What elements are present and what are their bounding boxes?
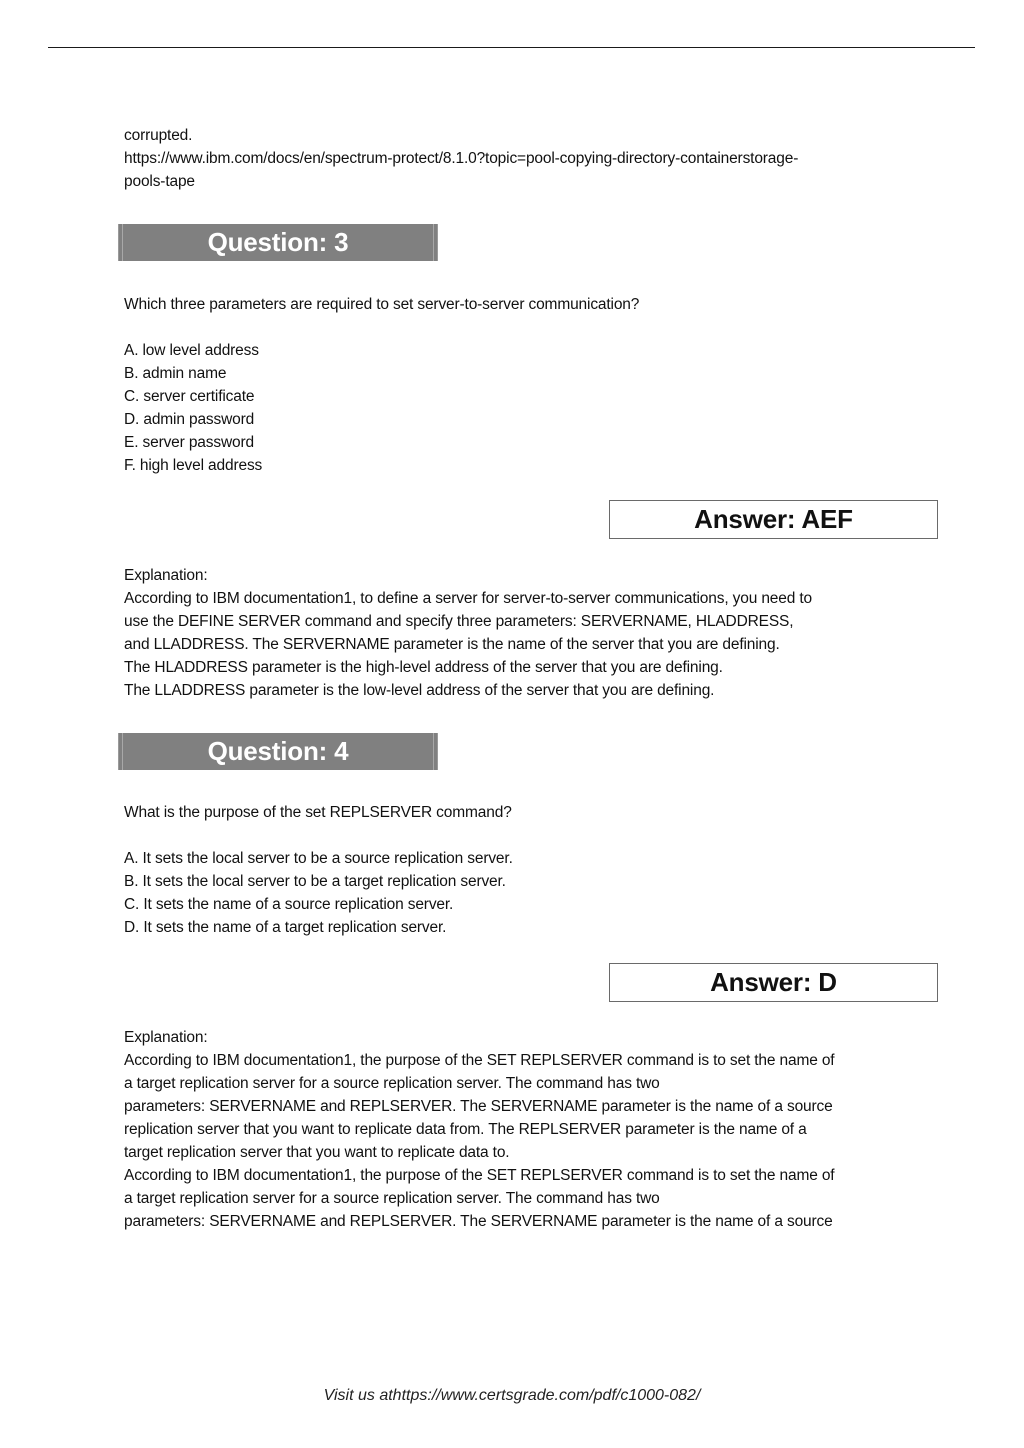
explanation-line: a target replication server for a source replication server. The command has two <box>124 1190 660 1207</box>
question-prompt: What is the purpose of the set REPLSERVER command? <box>124 804 512 821</box>
question-prompt: Which three parameters are required to set server-to-server communication? <box>124 296 640 313</box>
explanation-line: replication server that you want to replicate data from. The REPLSERVER parameter is the name of a <box>124 1121 807 1138</box>
explanation-line: and LLADDRESS. The SERVERNAME parameter is the name of the server that you are defining. <box>124 636 780 653</box>
question-4-options <box>124 847 934 939</box>
option-a: A. It sets the local server to be a source replication server. <box>124 850 513 867</box>
question-4-title: Question: 4 <box>207 736 349 766</box>
explanation-label: Explanation: <box>124 567 208 584</box>
question-4-explanation <box>124 1026 934 1233</box>
explanation-line: a target replication server for a source replication server. The command has two <box>124 1075 660 1092</box>
option-c: C. server certificate <box>124 388 255 405</box>
explanation-line: According to IBM documentation1, to define a server for server-to-server communications, you need to <box>124 590 813 607</box>
option-d: D. admin password <box>124 411 255 428</box>
explanation-line: The LLADDRESS parameter is the low-level address of the server that you are defining. <box>124 682 715 699</box>
question-3-title: Question: 3 <box>207 227 349 257</box>
option-c: C. It sets the name of a source replication server. <box>124 896 454 913</box>
footer-link[interactable]: Visit us athttps://www.certsgrade.com/pdf/c1000-082/ <box>323 1387 701 1404</box>
question-4-answer-box <box>609 963 938 1002</box>
option-e: E. server password <box>124 434 254 451</box>
option-f: F. high level address <box>124 457 263 474</box>
explanation-label: Explanation: <box>124 1029 208 1046</box>
question-3-prompt <box>124 293 934 316</box>
question-3-options <box>124 339 934 477</box>
question-4-answer: Answer: D <box>710 967 837 997</box>
intro-text <box>124 124 934 193</box>
option-d: D. It sets the name of a target replication server. <box>124 919 447 936</box>
question-3-answer: Answer: AEF <box>694 504 853 534</box>
question-4-banner <box>118 733 438 770</box>
explanation-line: According to IBM documentation1, the purpose of the SET REPLSERVER command is to set the name of <box>124 1167 835 1184</box>
explanation-line: target replication server that you want to replicate data to. <box>124 1144 510 1161</box>
question-4-prompt <box>124 801 934 824</box>
header-rule <box>48 47 975 48</box>
explanation-line: According to IBM documentation1, the purpose of the SET REPLSERVER command is to set the name of <box>124 1052 835 1069</box>
option-b: B. It sets the local server to be a target replication server. <box>124 873 506 890</box>
explanation-line: use the DEFINE SERVER command and specify three parameters: SERVERNAME, HLADDRESS, <box>124 613 794 630</box>
option-b: B. admin name <box>124 365 227 382</box>
question-3-explanation <box>124 564 934 702</box>
intro-line: corrupted. <box>124 127 193 144</box>
intro-line: pools-tape <box>124 173 195 190</box>
intro-link[interactable]: https://www.ibm.com/docs/en/spectrum-protect/8.1.0?topic=pool-copying-directory-containerstorage- <box>124 150 799 167</box>
explanation-line: parameters: SERVERNAME and REPLSERVER. The SERVERNAME parameter is the name of a source <box>124 1098 833 1115</box>
explanation-line: parameters: SERVERNAME and REPLSERVER. The SERVERNAME parameter is the name of a source <box>124 1213 833 1230</box>
question-3-answer-box <box>609 500 938 539</box>
option-a: A. low level address <box>124 342 259 359</box>
question-3-banner <box>118 224 438 261</box>
explanation-line: The HLADDRESS parameter is the high-level address of the server that you are defining. <box>124 659 723 676</box>
